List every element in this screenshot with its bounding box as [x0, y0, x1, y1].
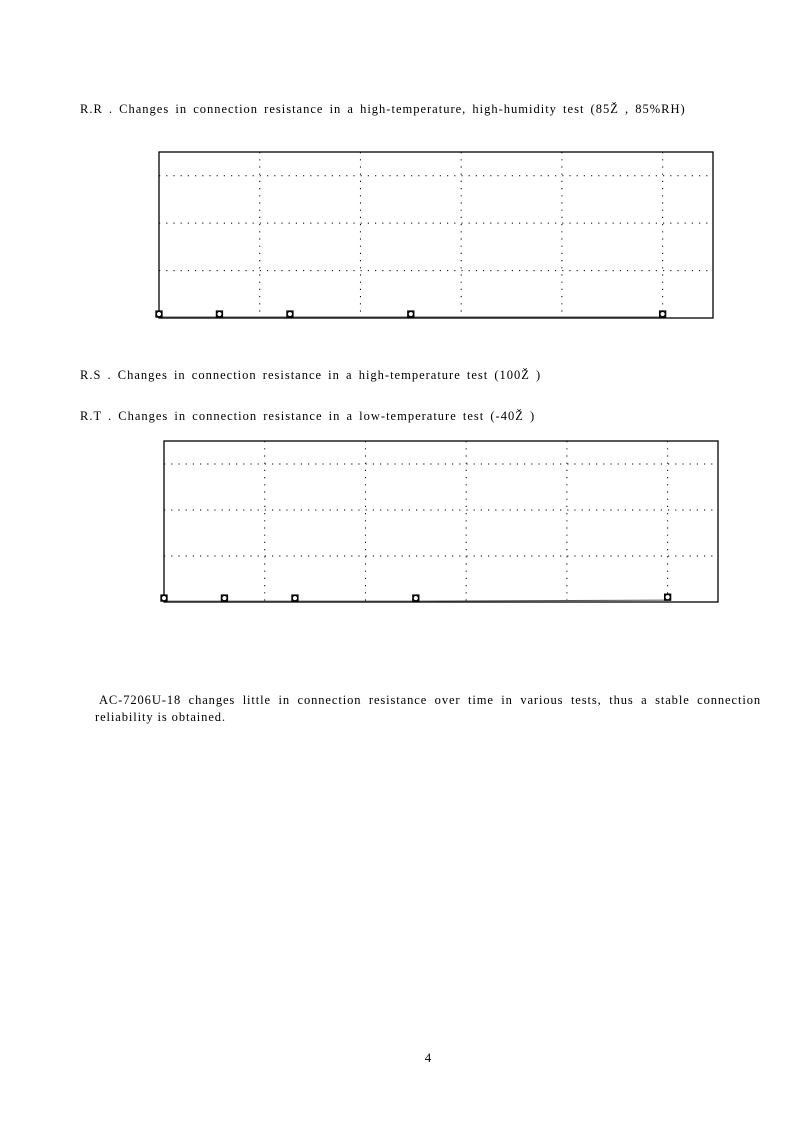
plot-frame [159, 152, 713, 318]
plot-frame [164, 441, 718, 602]
page-number: 4 [424, 1050, 432, 1065]
chart-low-temp [163, 440, 719, 603]
summary-paragraph: AC-7206U-18 changes little in connection resistance over time in various tests, thus a stable connection reliability is obtained. [95, 693, 761, 724]
figure-caption-high-temp-humidity: R.R . Changes in connection resistance in a high-temperature, high-humidity test (85Ž , 85%RH) [80, 102, 686, 116]
figure-caption-high-temp: R.S . Changes in connection resistance in a high-temperature test (100Ž ) [80, 368, 542, 382]
chart-high-temp-humidity [158, 151, 714, 319]
figure-caption-low-temp: R.T . Changes in connection resistance in a low-temperature test (-40Ž ) [80, 409, 536, 423]
